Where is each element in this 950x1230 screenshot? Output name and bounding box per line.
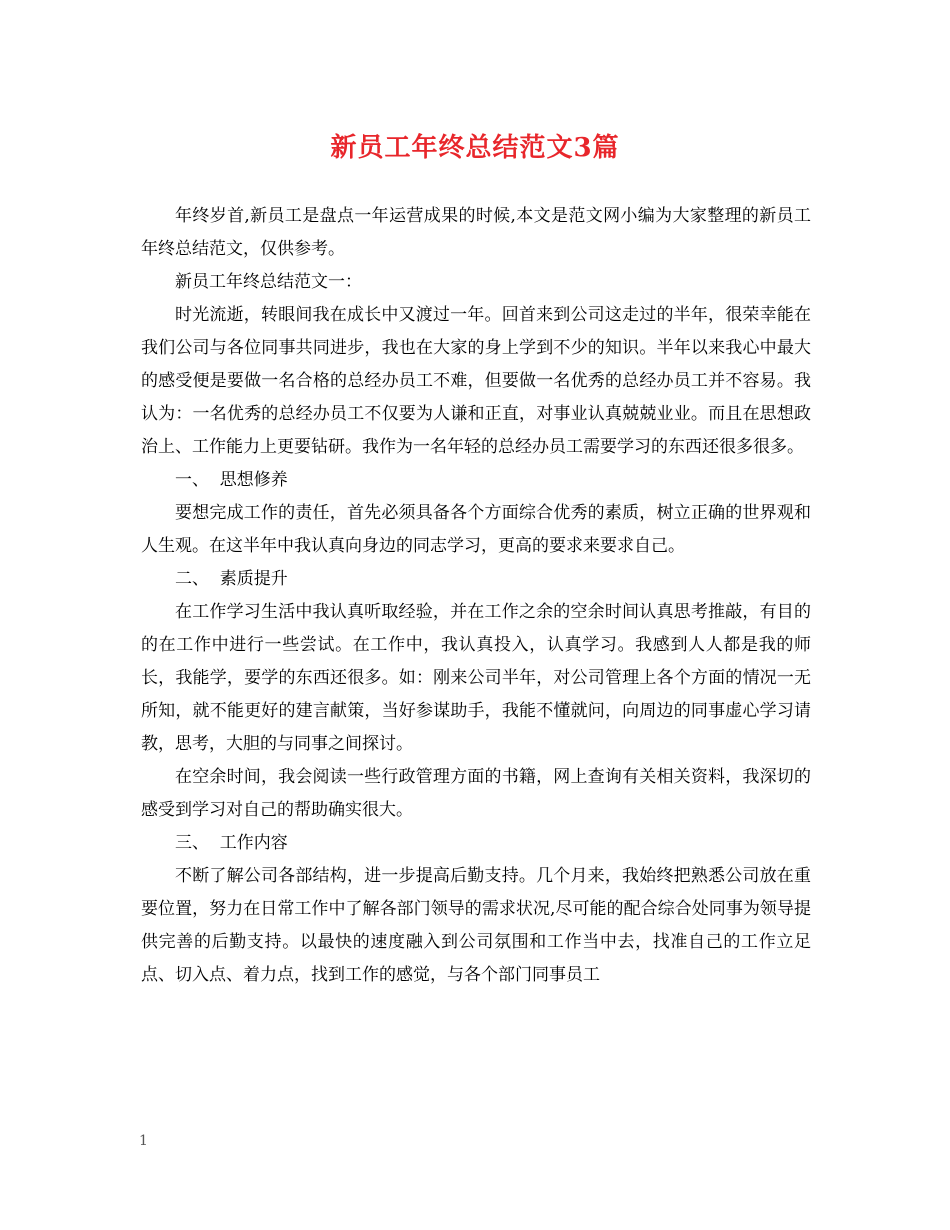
section-heading-work: 三、 工作内容 bbox=[175, 833, 288, 853]
document-body bbox=[141, 200, 811, 992]
paragraph-intro: 年终岁首,新员工是盘点一年运营成果的时候,本文是范文网小编为大家整理的新员工年终总结范文，仅供参考。 bbox=[141, 206, 811, 259]
page-number: 1 bbox=[139, 1133, 148, 1149]
paragraph-reflection: 时光流逝，转眼间我在成长中又渡过一年。回首来到公司这走过的半年，很荣幸能在我们公司与各位同事共同进步，我也在大家的身上学到不少的知识。半年以来我心中最大的感受便是要做一名合格的总经办员工不难，但要做一名优秀的总经办员工并不容易。我认为：一名优秀的总经办员工不仅要为人谦和正直，对事业认真兢兢业业。而且在思想政治上、工作能力上更要钻研。我作为一名年轻的总经办员工需要学习的东西还很多很多。 bbox=[141, 305, 811, 457]
section-heading-thought: 一、 思想修养 bbox=[175, 470, 288, 490]
document-title: 新员工年终总结范文3篇 bbox=[330, 133, 620, 163]
section-heading-quality: 二、 素质提升 bbox=[175, 569, 288, 589]
paragraph-sample-one-heading: 新员工年终总结范文一： bbox=[175, 272, 362, 292]
paragraph-thought: 要想完成工作的责任，首先必须具备各个方面综合优秀的素质，树立正确的世界观和人生观。在这半年中我认真向身边的同志学习，更高的要求来要求自己。 bbox=[141, 503, 811, 556]
paragraph-study: 在空余时间，我会阅读一些行政管理方面的书籍，网上查询有关相关资料，我深切的感受到学习对自己的帮助确实很大。 bbox=[141, 767, 811, 820]
paragraph-work: 不断了解公司各部结构，进一步提高后勤支持。几个月来，我始终把熟悉公司放在重要位置，努力在日常工作中了解各部门领导的需求状况,尽可能的配合综合处同事为领导提供完善的后勤支持。以最快的速度融入到公司氛围和工作当中去，找准自己的工作立足点、切入点、着力点，找到工作的感觉，与各个部门同事员工 bbox=[141, 866, 811, 985]
paragraph-quality: 在工作学习生活中我认真听取经验，并在工作之余的空余时间认真思考推敲，有目的的在工作中进行一些尝试。在工作中，我认真投入，认真学习。我感到人人都是我的师长，我能学，要学的东西还很多。如：刚来公司半年，对公司管理上各个方面的情况一无所知，就不能更好的建言献策，当好参谋助手，我能不懂就问，向周边的同事虚心学习请教，思考，大胆的与同事之间探讨。 bbox=[141, 602, 811, 754]
